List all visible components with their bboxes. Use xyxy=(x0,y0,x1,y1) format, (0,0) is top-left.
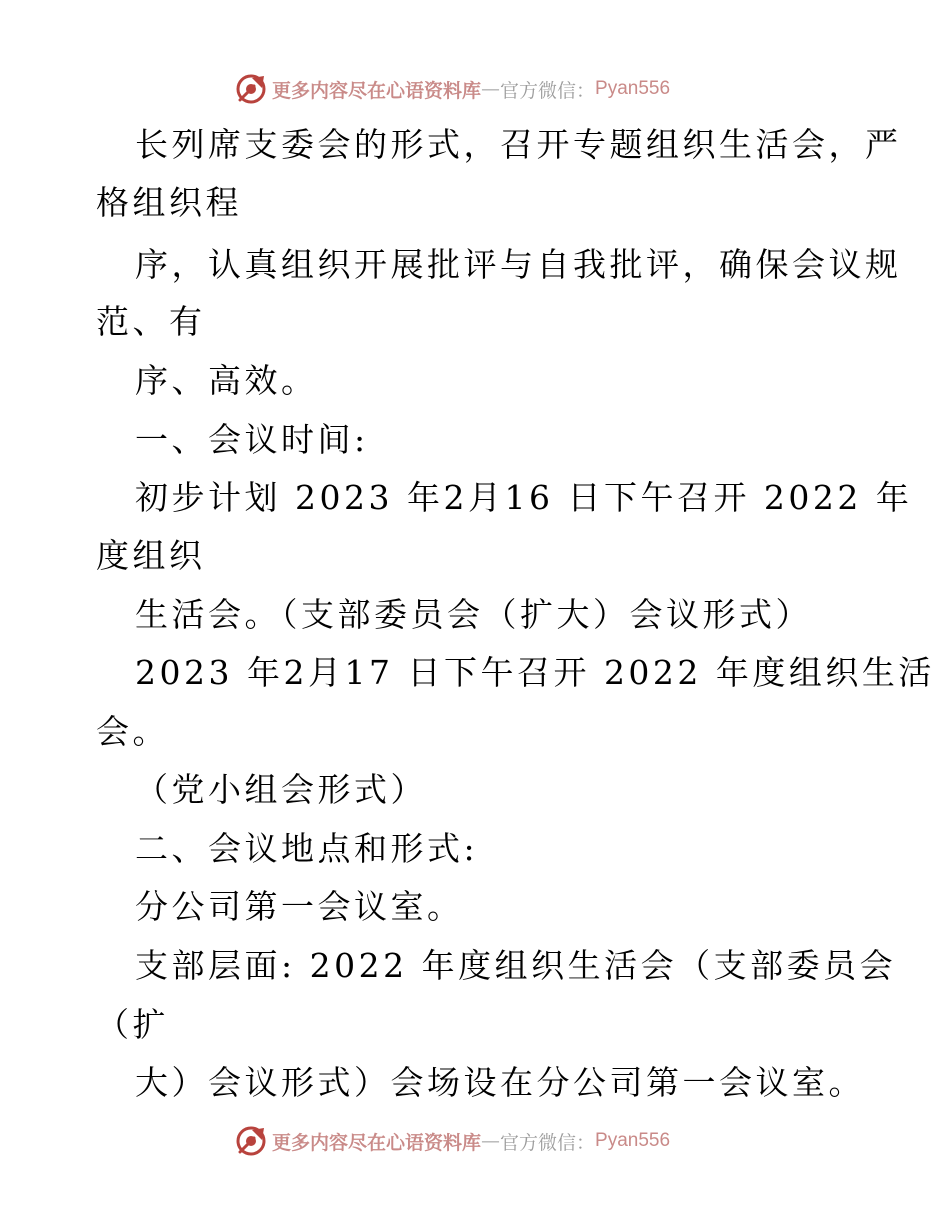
header-watermark xyxy=(234,72,670,106)
body-line: 会。 xyxy=(96,712,169,751)
body-line: 度组织 xyxy=(96,536,206,575)
body-line: 范、有 xyxy=(96,302,206,341)
watermark-dash: — xyxy=(481,1130,501,1152)
body-line: 长列席支委会的形式，召开专题组织生活会，严 xyxy=(135,125,902,164)
body-line: 格组织程 xyxy=(96,183,242,222)
body-line: （扩 xyxy=(96,1005,169,1044)
watermark-official: 官方微信： xyxy=(500,1131,596,1154)
body-line: 分公司第一会议室。 xyxy=(135,887,464,926)
body-line: 序、高效。 xyxy=(135,361,318,400)
body-line: 初步计划 2023 年2月16 日下午召开 2022 年 xyxy=(135,478,913,517)
watermark-text: 更多内容尽在心语资料库 xyxy=(272,1131,482,1154)
section-heading: 一、会议时间: xyxy=(135,420,369,459)
body-line: 序，认真组织开展批评与自我批评，确保会议规 xyxy=(135,245,902,284)
library-logo-icon xyxy=(234,1124,268,1158)
library-logo-icon xyxy=(234,72,268,106)
section-heading: 二、会议地点和形式: xyxy=(135,829,479,868)
watermark-dash: — xyxy=(481,78,501,100)
watermark-id: Pyan556 xyxy=(595,1130,671,1151)
body-line: （党小组会形式） xyxy=(135,770,427,809)
watermark-id: Pyan556 xyxy=(595,78,671,99)
body-line: 大）会议形式）会场设在分公司第一会议室。 xyxy=(135,1063,865,1102)
body-line: 支部层面: 2022 年度组织生活会（支部委员会 xyxy=(135,946,897,985)
watermark-text: 更多内容尽在心语资料库 xyxy=(272,79,482,102)
body-line: 生活会。（支部委员会（扩大）会议形式） xyxy=(135,595,812,634)
body-line: 2023 年2月17 日下午召开 2022 年度组织生活 xyxy=(135,653,935,692)
watermark-official: 官方微信： xyxy=(500,79,596,102)
footer-watermark xyxy=(234,1124,670,1158)
